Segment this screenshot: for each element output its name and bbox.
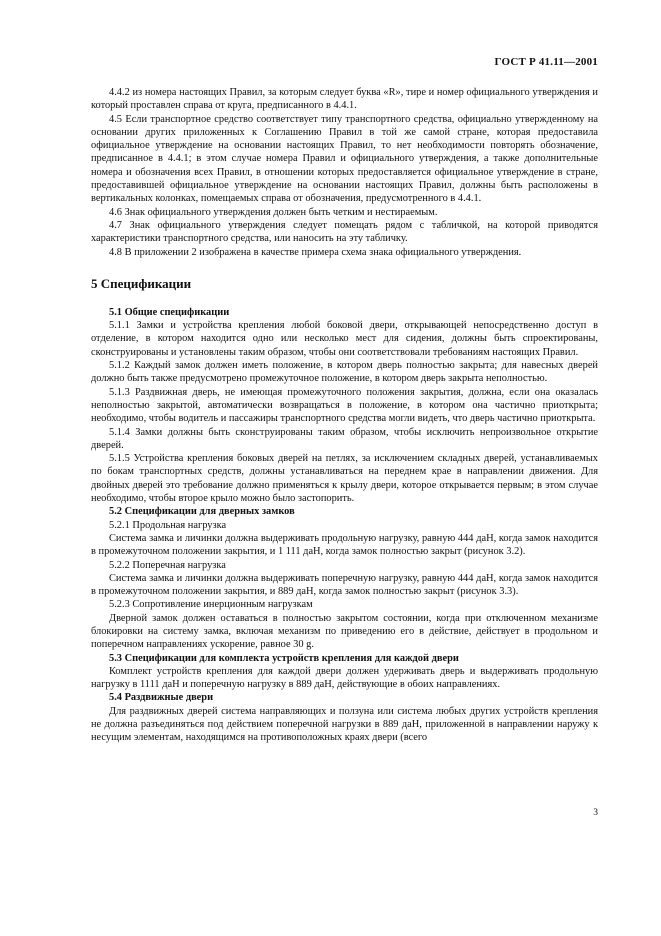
page-number: 3 bbox=[593, 808, 598, 818]
document-header: ГОСТ Р 41.11—2001 bbox=[494, 56, 598, 68]
paragraph-5-1-2: 5.1.2 Каждый замок должен иметь положение, в котором дверь полностью закрыта; для навесных дверей должно быть также предусмотрено промежуточное положение, в котором дверь закрыта неполностью. bbox=[91, 360, 598, 385]
paragraph-4-5: 4.5 Если транспортное средство соответствует типу транспортного средства, официально утвержденному на основании других приложенных к Соглашению Правил в той же самой стране, которая предоставила официальное утверждение на основании настоящих Правил, то нет необходимости повторять обозначение, предписанное в 4.4.1; в этом случае номера Правил и официального утверждения, а также дополнительные номера и обозначения всех Правил, в отношении которых предоставляется официальное утверждение в стране, предоставившей официальное утверждение на основании настоящих Правил, должны быть расположены в вертикальных колонках, помещаемых справа от обозначения, предусмотренного в 4.4.1. bbox=[91, 113, 598, 205]
paragraph-5-1-5: 5.1.5 Устройства крепления боковых дверей на петлях, за исключением складных дверей, устанавливаемых по бокам транспортных средств, должны устанавливаться на переднем крае в направлении движения. Для двойных дверей это требование должно применяться к крылу двери, которое открывается первым; в этом случае необходимо, чтобы второе крыло можно было застопорить. bbox=[91, 453, 598, 505]
paragraph-4-6: 4.6 Знак официального утверждения должен быть четким и нестираемым. bbox=[109, 206, 438, 218]
section-5-1-heading: 5.1 Общие спецификации bbox=[109, 306, 230, 318]
page-content bbox=[91, 86, 598, 745]
section-5-2-heading: 5.2 Спецификации для дверных замков bbox=[109, 506, 295, 518]
section-5-3-heading: 5.3 Спецификации для комплекта устройств крепления для каждой двери bbox=[109, 652, 459, 664]
paragraph-5-2-1-title: 5.2.1 Продольная нагрузка bbox=[109, 519, 227, 531]
paragraph-5-3-text: Комплект устройств крепления для каждой двери должен удерживать дверь и выдерживать продольную нагрузку в 1111 даН и поперечную нагрузку в 889 даН, действующие в обоих направлениях. bbox=[91, 665, 598, 691]
paragraph-5-1-4: 5.1.4 Замки должны быть сконструированы таким образом, чтобы исключить непроизвольное открытие дверей. bbox=[91, 426, 598, 451]
section-5-heading: 5 Спецификации bbox=[91, 275, 192, 291]
paragraph-5-1-1: 5.1.1 Замки и устройства крепления любой боковой двери, открывающей непосредственно доступ в отделение, в котором находится одно или несколько мест для сидения, должны быть спроектированы, сконструированы и установлены таким образом, чтобы они соответствовали требованиям настоящих Правил. bbox=[91, 320, 598, 358]
paragraph-4-7: 4.7 Знак официального утверждения следует помещать рядом с табличкой, на которой приводятся характеристики транспортного средства, или наносить на эту табличку. bbox=[91, 219, 598, 245]
paragraph-5-2-3-title: 5.2.3 Сопротивление инерционным нагрузкам bbox=[109, 599, 313, 611]
paragraph-5-4-text: Для раздвижных дверей система направляющих и ползуна или система любых других устройств крепления не должна разъединяться под действием поперечной нагрузки в 889 даН, приложенной в направлении наружу к несущим элементам, находящимся на противоположных краях двери (всего bbox=[91, 705, 598, 744]
section-5-4-heading: 5.4 Раздвижные двери bbox=[109, 692, 214, 704]
paragraph-5-1-3: 5.1.3 Раздвижная дверь, не имеющая промежуточного положения закрытия, должна, если она оказалась неполностью закрытой, автоматически возвращаться в положение, в котором она частично приоткрыта; необходимо, чтобы водитель и пассажиры транспортного средства могли видеть, что дверь частично приоткрыта. bbox=[91, 386, 598, 425]
paragraph-5-2-2-title: 5.2.2 Поперечная нагрузка bbox=[109, 559, 226, 571]
paragraph-5-2-3-text: Дверной замок должен оставаться в полностью закрытом состоянии, когда при отключенном механизме блокировки на систему замка, включая механизм по приведению его в действие, действует в продольном и поперечном направлениях ускорение, равное 30 g. bbox=[91, 612, 598, 651]
paragraph-4-4-2: 4.4.2 из номера настоящих Правил, за которым следует буква «R», тире и номер официального утверждения и который проставлен справа от круга, предписанного в 4.4.1. bbox=[91, 87, 598, 112]
paragraph-5-2-1-text: Система замка и личинки должна выдерживать продольную нагрузку, равную 444 даН, когда замок находится в промежуточном положении закрытия, и 1 111 даН, когда замок полностью закрыт (рисунок 3.2). bbox=[91, 532, 598, 558]
paragraph-5-2-2-text: Система замка и личинки должна выдерживать поперечную нагрузку, равную 444 даН, когда замок находится в промежуточном положении закрытия, и 889 даН, когда замок полностью закрыт (рисунок 3.3). bbox=[91, 572, 598, 598]
paragraph-4-8: 4.8 В приложении 2 изображена в качестве примера схема знака официального утверждения. bbox=[109, 246, 522, 258]
